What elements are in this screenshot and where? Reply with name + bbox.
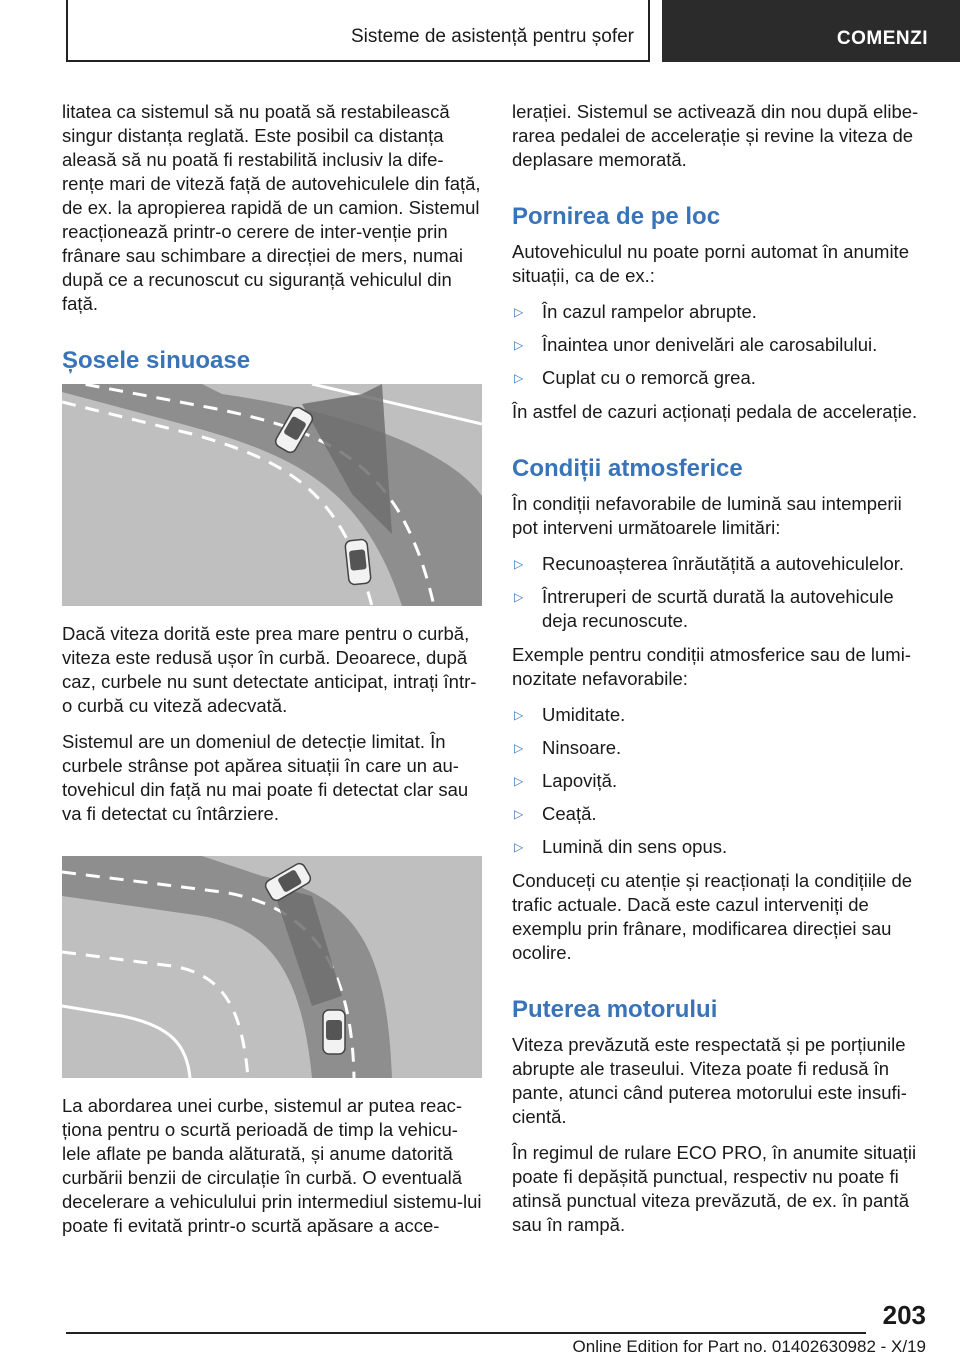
- bullet-list: [512, 552, 932, 633]
- triangle-bullet-icon: ▷: [514, 305, 524, 319]
- triangle-bullet-icon: ▷: [514, 774, 524, 788]
- paragraph: litatea ca sistemul să nu poată să restabilească singur distanța reglată. Este posibil ca distanța aleasă să nu poată fi restabilită inclusiv la dife-rențe mari de viteză față de autovehiculele din față, de ex. la apropierea rapidă de un camion. Sistemul reacționează printr-o cerere de inter-venție prin frânare sau schimbare a direcției de mers, numai după ce a recunoscut cu siguranță vehiculul din față.: [62, 101, 481, 314]
- paragraph: Autovehiculul nu poate porni automat în anumite situații, ca de ex.:: [512, 241, 909, 286]
- car-icon-front: [345, 539, 371, 585]
- triangle-bullet-icon: ▷: [514, 338, 524, 352]
- paragraph: La abordarea unei curbe, sistemul ar putea reac-ționa pentru o scurtă perioadă de timp la vehicu-lele aflate pe banda alăturată, și anume datorită curbării benzii de circulație în curbă. O eventuală decelerare a vehiculului prin intermediul sistemu-lui poate fi evitată printr-o scurtă apăsare a acce-: [62, 1095, 482, 1236]
- list-item: ▷ Ceață.: [514, 803, 597, 824]
- section-title-box: [66, 0, 650, 62]
- list-item: ▷ În cazul rampelor abrupte.: [514, 301, 757, 322]
- list-item: ▷ Înaintea unor denivelări ale carosabilului.: [514, 334, 878, 355]
- footer-divider: [66, 1332, 866, 1334]
- curve-illustration-2: [62, 856, 482, 1078]
- paragraph: Viteza prevăzută este respectată și pe porțiunile abrupte ale traseului. Viteza poate fi redusă în pante, atunci când puterea motorului este insufi-cientă.: [512, 1034, 907, 1127]
- triangle-bullet-icon: ▷: [514, 590, 524, 604]
- left-column: [62, 100, 482, 1250]
- list-item: ▷ Recunoașterea înrăutățită a autovehiculelor.: [514, 553, 905, 574]
- section-title: Sisteme de asistență pentru șofer: [350, 26, 634, 47]
- section-heading-curves: Șosele sinuoase: [62, 347, 251, 374]
- paragraph: În regimul de rulare ECO PRO, în anumite situații poate fi depășită punctual, respectiv nu poate fi atinsă punctual viteza prevăzută, de ex. în pantă sau în rampă.: [512, 1142, 917, 1235]
- page-number: 203: [882, 1300, 926, 1330]
- triangle-bullet-icon: ▷: [514, 741, 524, 755]
- chapter-tab-label: COMENZI: [836, 28, 928, 49]
- list-item: ▷ Cuplat cu o remorcă grea.: [514, 367, 756, 388]
- list-item: ▷ Lapoviță.: [514, 770, 618, 791]
- curve-illustration-1: [62, 384, 482, 606]
- paragraph: În condiții nefavorabile de lumină sau intemperii pot interveni următoarele limitări:: [512, 493, 902, 538]
- right-column: [512, 100, 932, 1249]
- paragraph: Conduceți cu atenție și reacționați la condițiile de trafic actuale. Dacă este cazul interveniți de exemplu prin frânare, modificarea direcției sau ocolire.: [512, 870, 913, 963]
- triangle-bullet-icon: ▷: [514, 807, 524, 821]
- bullet-list: [512, 300, 932, 390]
- triangle-bullet-icon: ▷: [514, 557, 524, 571]
- paragraph: În astfel de cazuri acționați pedala de accelerație.: [512, 401, 918, 422]
- paragraph: lerației. Sistemul se activează din nou după elibe-rarea pedalei de accelerație și revine la viteza de deplasare memorată.: [512, 101, 919, 170]
- list-item: ▷ Umiditate.: [514, 704, 626, 725]
- list-item: ▷ Lumină din sens opus.: [514, 836, 728, 857]
- section-heading-engine: Puterea motorului: [512, 996, 718, 1023]
- triangle-bullet-icon: ▷: [514, 708, 524, 722]
- paragraph: Sistemul are un domeniul de detecție limitat. În curbele strânse pot apărea situații în care un au-tovehicul din față nu mai poate fi detectat clar sau va fi detectat cu întârziere.: [62, 731, 469, 824]
- chapter-tab[interactable]: [662, 0, 960, 62]
- car-icon-front: [323, 1010, 345, 1054]
- bullet-list: [512, 703, 932, 859]
- page-header: [0, 0, 960, 66]
- edition-note: Online Edition for Part no. 01402630982 - X/19: [572, 1337, 926, 1356]
- section-heading-start: Pornirea de pe loc: [512, 203, 721, 230]
- paragraph: Exemple pentru condiții atmosferice sau de lumi-nozitate nefavorabile:: [512, 644, 911, 689]
- triangle-bullet-icon: ▷: [514, 840, 524, 854]
- section-heading-weather: Condiții atmosferice: [512, 455, 743, 482]
- list-item: ▷ Ninsoare.: [514, 737, 622, 758]
- triangle-bullet-icon: ▷: [514, 371, 524, 385]
- list-item: ▷ Întreruperi de scurtă durată la autovehicule deja recunoscute.: [514, 586, 894, 631]
- paragraph: Dacă viteza dorită este prea mare pentru o curbă, viteza este redusă ușor în curbă. Deoarece, după caz, curbele nu sunt detectate anticipat, intrați într-o curbă cu viteză adecvată.: [62, 623, 477, 716]
